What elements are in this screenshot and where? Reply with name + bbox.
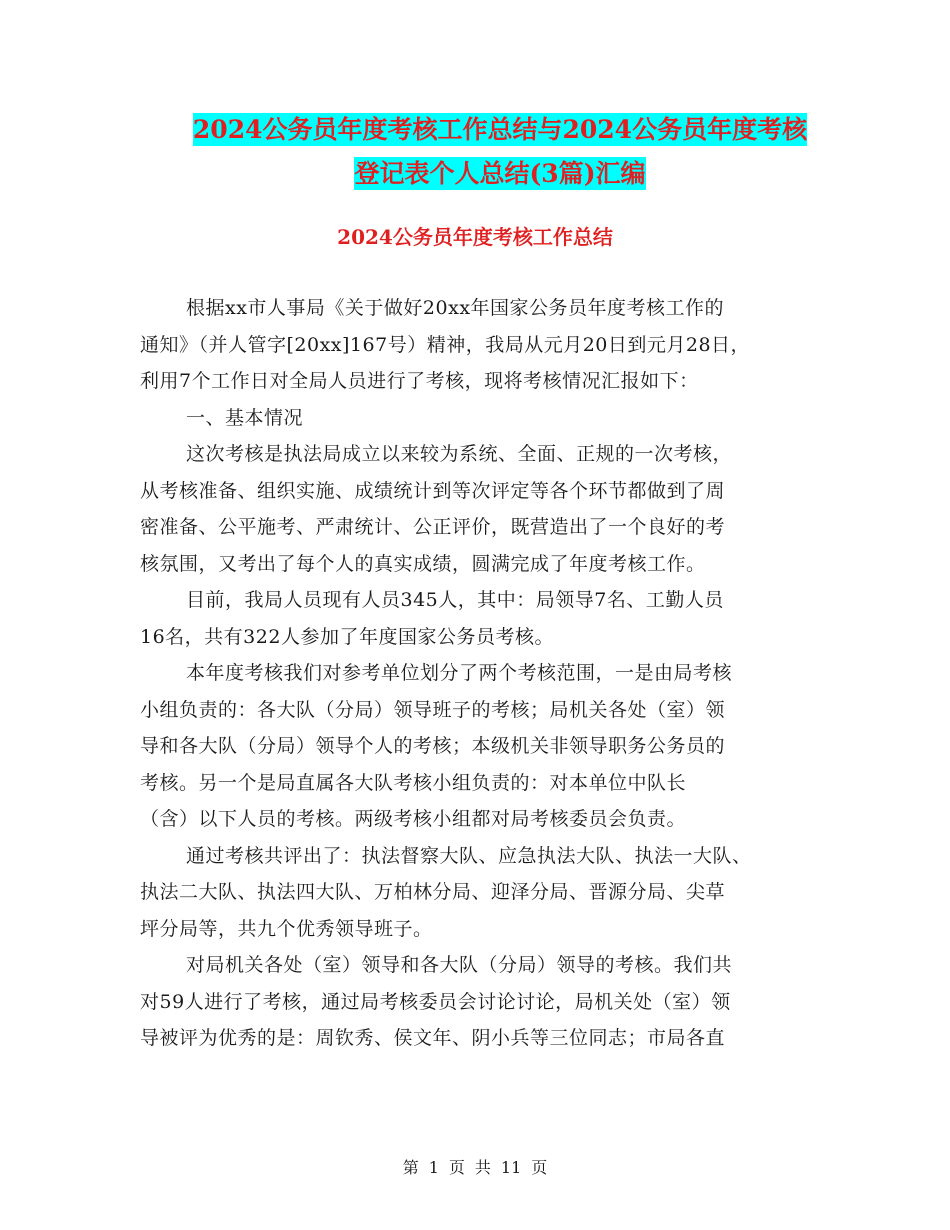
body-line: 导和各大队（分局）领导个人的考核；本级机关非领导职务公务员的 xyxy=(140,735,726,757)
body-line: 利用7个工作日对全局人员进行了考核，现将考核情况汇报如下： xyxy=(140,370,699,392)
body-line: 导被评为优秀的是：周钦秀、侯文年、阴小兵等三位同志；市局各直 xyxy=(140,1027,726,1049)
document-title-line1: 2024公务员年度考核工作总结与2024公务员年度考核 xyxy=(192,115,808,144)
body-line: 根据xx市人事局《关于做好20xx年国家公务员年度考核工作的 xyxy=(186,297,725,319)
body-line: 一、基本情况 xyxy=(186,406,304,429)
footer-suffix: 页 xyxy=(531,1158,548,1177)
document-title-line2: 登记表个人总结(3篇)汇编 xyxy=(354,159,646,188)
body-line: 对59人进行了考核，通过局考核委员会讨论讨论，局机关处（室）领 xyxy=(140,990,731,1013)
footer-prefix: 第 xyxy=(402,1158,419,1177)
body-line: 执法二大队、执法四大队、万柏林分局、迎泽分局、晋源分局、尖草 xyxy=(140,881,726,903)
body-line: 考核。另一个是局直属各大队考核小组负责的：对本单位中队长 xyxy=(140,771,687,794)
body-line: 通过考核共评出了：执法督察大队、应急执法大队、执法一大队、 xyxy=(186,844,752,867)
footer-page-label: 页 xyxy=(448,1158,465,1177)
body-line: 核氛围，又考出了每个人的真实成绩，圆满完成了年度考核工作。 xyxy=(140,552,706,575)
document-body xyxy=(140,290,812,1057)
body-line: 密准备、公平施考、严肃统计、公正评价，既营造出了一个良好的考 xyxy=(140,516,726,538)
body-line: 目前，我局人员现有人员345人，其中：局领导7名、工勤人员 xyxy=(186,589,724,611)
body-line: 这次考核是执法局成立以来较为系统、全面、正规的一次考核， xyxy=(186,443,733,465)
body-line: （含）以下人员的考核。两级考核小组都对局考核委员会负责。 xyxy=(140,808,687,830)
page-footer xyxy=(0,1155,950,1178)
body-line: 对局机关各处（室）领导和各大队（分局）领导的考核。我们共 xyxy=(186,954,733,976)
section-title: 2024公务员年度考核工作总结 xyxy=(337,225,613,249)
body-line: 小组负责的：各大队（分局）领导班子的考核；局机关各处（室）领 xyxy=(140,698,726,721)
footer-total-label: 共 xyxy=(474,1158,491,1177)
body-line: 从考核准备、组织实施、成绩统计到等次评定等各个环节都做到了周 xyxy=(140,479,726,502)
footer-page-number: 1 xyxy=(428,1158,439,1177)
footer-total-pages: 11 xyxy=(500,1158,522,1177)
body-line: 本年度考核我们对参考单位划分了两个考核范围，一是由局考核 xyxy=(186,662,733,684)
document-title xyxy=(140,108,860,196)
body-line: 通知》（并人管字[20xx]167号）精神，我局从元月20日到元月28日， xyxy=(140,333,751,356)
body-line: 坪分局等，共九个优秀领导班子。 xyxy=(140,917,433,940)
body-line: 16名，共有322人参加了年度国家公务员考核。 xyxy=(140,625,554,648)
